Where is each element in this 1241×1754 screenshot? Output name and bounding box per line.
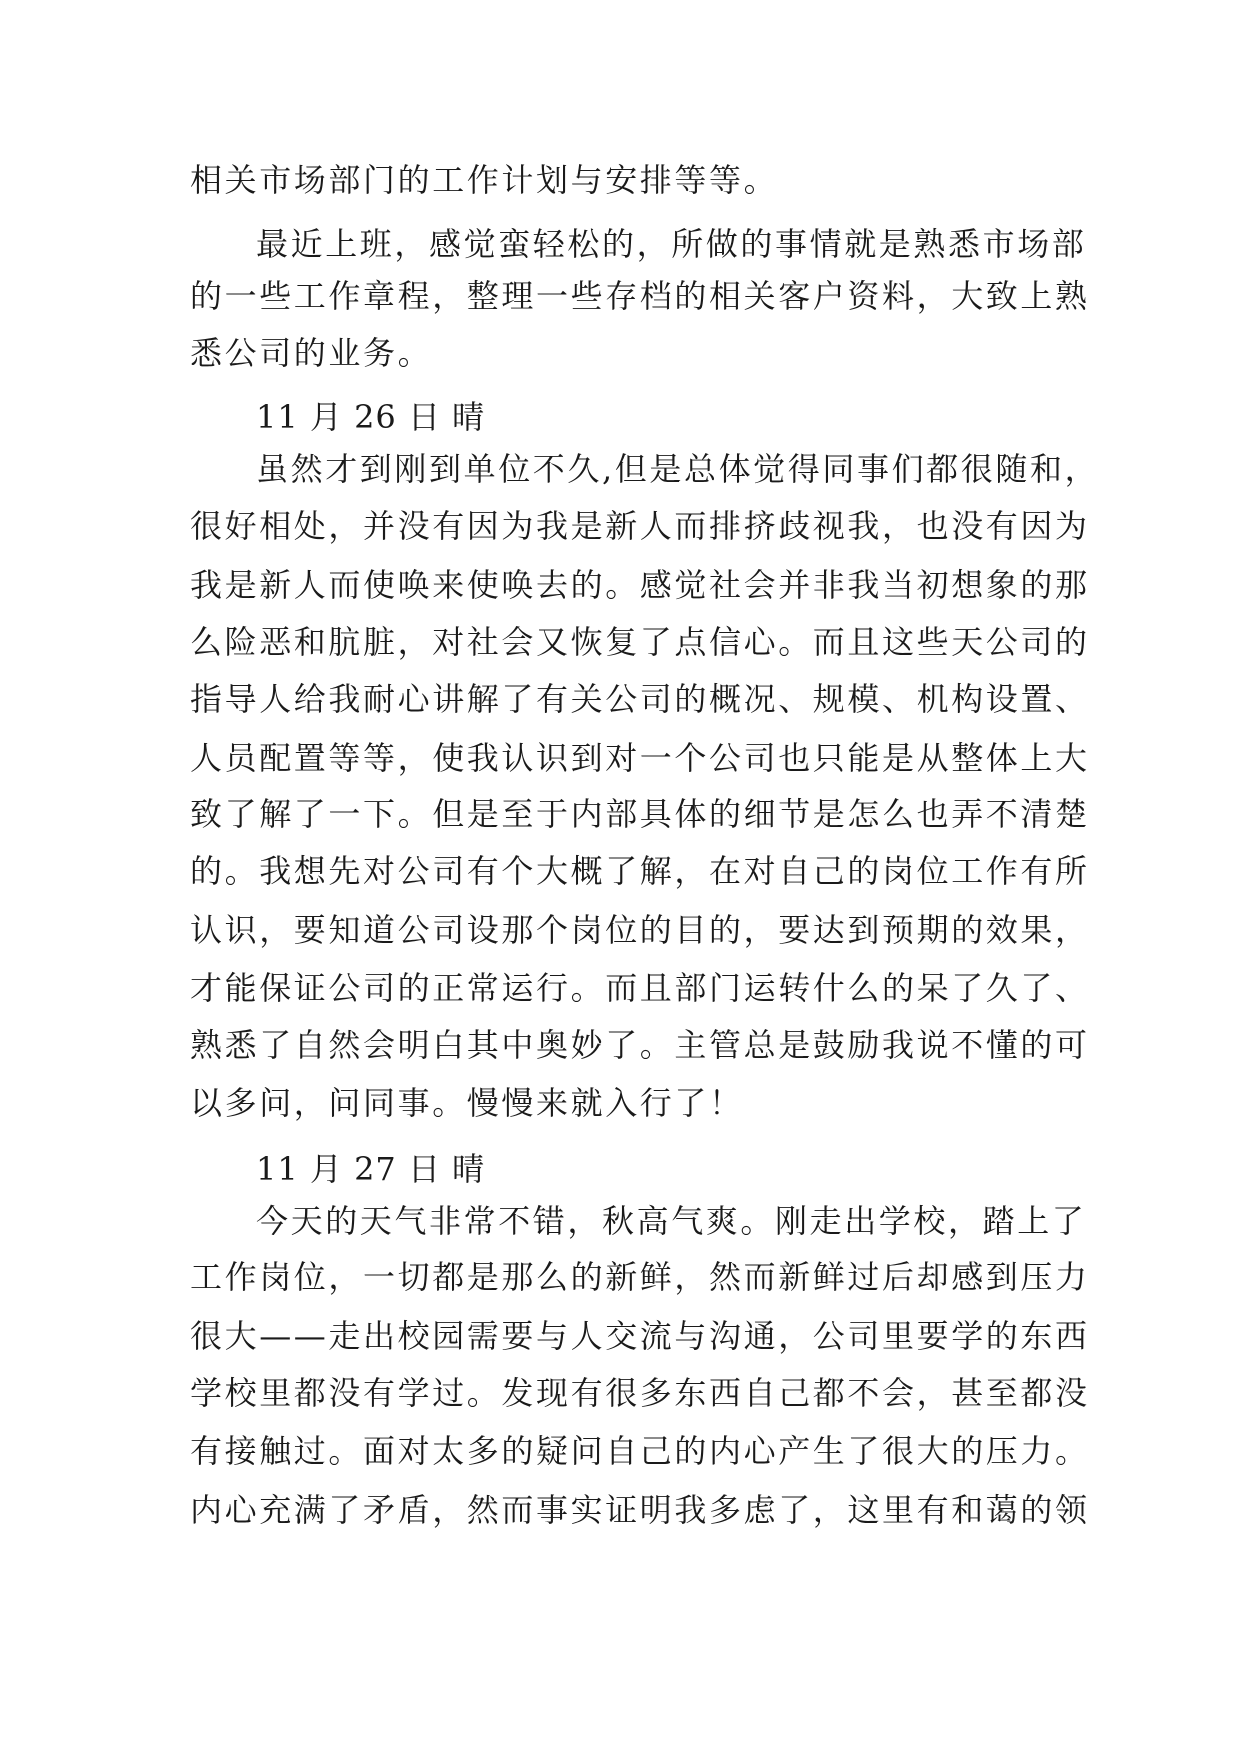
text-line: 工作岗位，一切都是那么的新鲜，然而新鲜过后却感到压力: [190, 1258, 1090, 1296]
text-line: 致了解了一下。但是至于内部具体的细节是怎么也弄不清楚: [190, 795, 1090, 833]
text-line: 内心充满了矛盾，然而事实证明我多虑了，这里有和蔼的领: [190, 1491, 1090, 1529]
text-line: 么险恶和肮脏，对社会又恢复了点信心。而且这些天公司的: [190, 623, 1090, 661]
text-line: 相关市场部门的工作计划与安排等等。: [190, 161, 779, 199]
diary-date-heading: 11 月 27 日 晴: [256, 1150, 486, 1188]
text-line: 学校里都没有学过。发现有很多东西自己都不会，甚至都没: [190, 1374, 1090, 1412]
text-line: 熟悉了自然会明白其中奥妙了。主管总是鼓励我说不懂的可: [190, 1026, 1090, 1064]
text-line: 今天的天气非常不错，秋高气爽。刚走出学校，踏上了: [256, 1202, 1087, 1240]
text-line: 人员配置等等，使我认识到对一个公司也只能是从整体上大: [190, 739, 1090, 777]
text-line: 的一些工作章程，整理一些存档的相关客户资料，大致上熟: [190, 277, 1090, 315]
text-line: 有接触过。面对太多的疑问自己的内心产生了很大的压力。: [190, 1432, 1090, 1470]
text-line: 虽然才到刚到单位不久,但是总体觉得同事们都很随和，: [256, 450, 1100, 488]
text-line: 以多问，问同事。慢慢来就入行了！: [190, 1084, 744, 1122]
text-line: 的。我想先对公司有个大概了解，在对自己的岗位工作有所: [190, 852, 1090, 890]
text-line: 最近上班，感觉蛮轻松的，所做的事情就是熟悉市场部: [256, 225, 1087, 263]
text-line: 很大——走出校园需要与人交流与沟通，公司里要学的东西: [190, 1317, 1090, 1355]
text-line: 才能保证公司的正常运行。而且部门运转什么的呆了久了、: [190, 969, 1090, 1007]
diary-date-heading: 11 月 26 日 晴: [256, 398, 486, 436]
text-line: 认识，要知道公司设那个岗位的目的，要达到预期的效果，: [190, 911, 1090, 949]
text-line: 指导人给我耐心讲解了有关公司的概况、规模、机构设置、: [190, 680, 1090, 718]
text-line: 悉公司的业务。: [190, 334, 433, 372]
text-line: 我是新人而使唤来使唤去的。感觉社会并非我当初想象的那: [190, 566, 1090, 604]
text-line: 很好相处，并没有因为我是新人而排挤歧视我，也没有因为: [190, 507, 1090, 545]
